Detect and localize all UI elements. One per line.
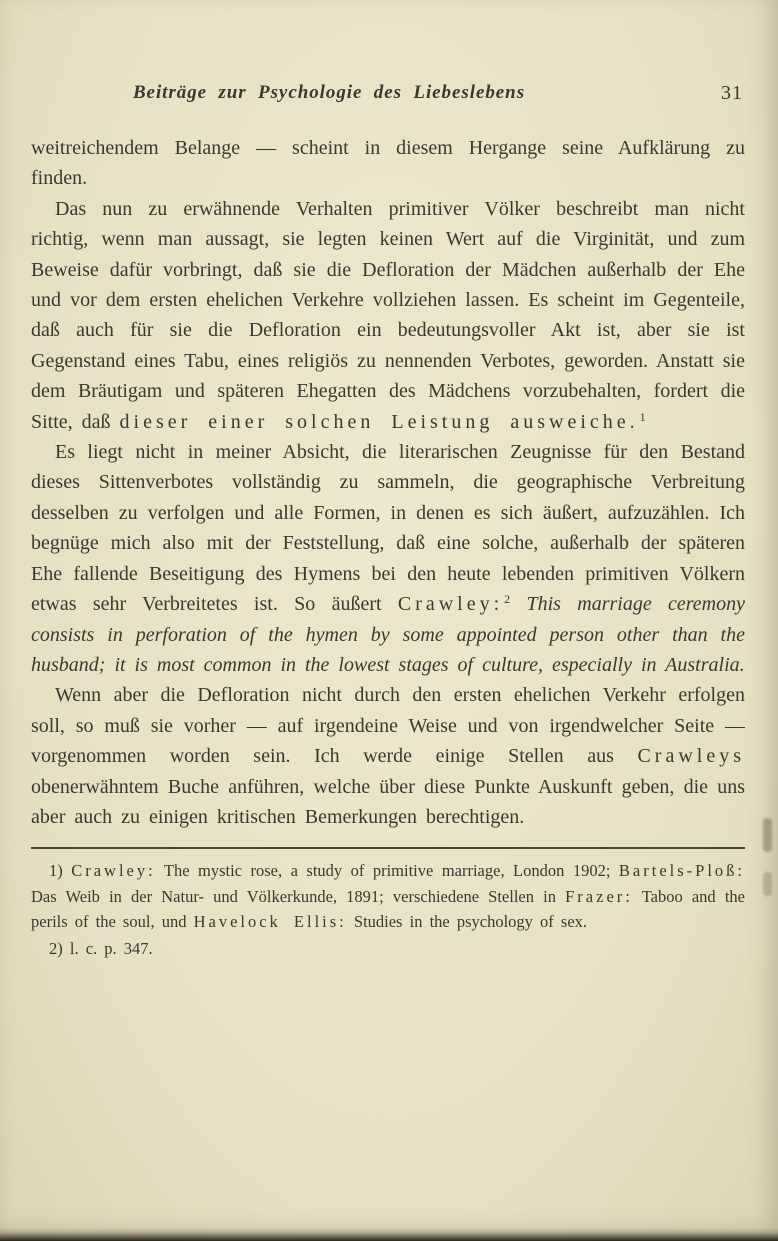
page-header: [31, 82, 745, 112]
paragraph-text: Das nun zu erwähnende Verhalten primitiver Völker beschreibt man nicht richtig, wenn man aussagt, sie legten keinen Wert auf die Virginität, und zum Beweise dafür vorbringt, daß sie die Defloration der Mädchen außerhalb der Ehe und vor dem ersten ehelichen Verkehre vollziehen lassen. Es scheint im Gegenteile, daß auch für sie die Defloration ein bedeutungsvoller Akt ist, aber sie ist Gegenstand eines Tabu, eines religiös zu nennenden Verbotes, geworden. Anstatt sie dem Bräutigam und späteren Ehegatten des Mädchens vorzubehalten, fordert die Sitte, daß: [31, 197, 745, 433]
footnote-text: 2) l. c. p. 347.: [49, 938, 153, 958]
author-name-bartels-ploss: Bartels-Ploß:: [618, 861, 745, 881]
scan-artifact: [763, 818, 772, 852]
running-title: Beiträge zur Psychologie des Liebeslebens: [132, 82, 526, 103]
page-bottom-edge: [0, 1228, 778, 1241]
page-body: [31, 133, 745, 832]
footnote-text: 1): [49, 861, 72, 881]
spaced-emphasis-text: dieser einer solchen Leistung ausweiche.: [119, 410, 639, 433]
paragraph-1: [31, 133, 745, 194]
footnote-separator: [31, 847, 745, 849]
author-name-frazer: Frazer:: [565, 886, 633, 906]
paragraph-text: obenerwähntem Buche anführen, welche über diese Punkte Auskunft geben, die uns aber auch zu einigen kritischen Bemerkungen berechtigen.: [31, 775, 745, 828]
author-name-crawleys: Crawleys: [637, 745, 745, 768]
footnote-text: Taboo and the perils of the soul, und: [31, 886, 745, 932]
paragraph-text: Wenn aber die Defloration nicht durch den ersten ehelichen Verkehr erfolgen soll, so muß sie vorher — auf irgendeine Weise und von irgendwelcher Seite — vorgenommen worden sein. Ich werde einige Stellen aus: [31, 684, 745, 768]
english-quote-text: This marriage ceremony consists in perforation of the hymen by some appointed person other than the husband; it is most common in the lowest stages of culture, especially in Australia.: [31, 593, 745, 676]
footnotes-section: [31, 858, 745, 961]
author-name-crawley: Crawley:: [397, 593, 504, 616]
footnote-2: [31, 936, 745, 961]
footnote-1: [31, 858, 745, 934]
paragraph-2: [31, 194, 745, 437]
footnote-text: Das Weib in der Natur- und Völkerkunde, 1891; verschiedene Stellen in: [31, 886, 566, 906]
footnote-marker-2: 2: [504, 592, 511, 607]
type-area: [31, 0, 745, 961]
author-name-crawley: Crawley:: [71, 861, 156, 881]
paragraph-3: [31, 437, 745, 680]
paragraph-4: [31, 680, 745, 832]
paragraph-text: Es liegt nicht in meiner Absicht, die literarischen Zeugnisse für den Bestand dieses Sittenverbotes vollständig zu sammeln, die geographische Verbreitung desselben zu verfolgen und alle Formen, in denen es sich äußert, aufzuzählen. Ich begnüge mich also mit der Feststellung, daß eine solche, außerhalb der späteren Ehe fallende Beseitigung des Hymens bei den heute lebenden primitiven Völkern etwas sehr Verbreitetes ist. So äußert: [31, 441, 745, 616]
paragraph-text: weitreichendem Belange — scheint in diesem Hergange seine Aufklärung zu finden.: [31, 137, 745, 190]
footnote-text: The mystic rose, a study of primitive marriage, London 1902;: [155, 861, 619, 881]
footnote-marker-1: 1: [639, 409, 646, 424]
scan-artifact: [763, 872, 772, 896]
footnote-text: Studies in the psychology of sex.: [346, 912, 588, 932]
author-name-havelock-ellis: Havelock Ellis:: [193, 912, 347, 932]
page-number: 31: [721, 82, 743, 104]
